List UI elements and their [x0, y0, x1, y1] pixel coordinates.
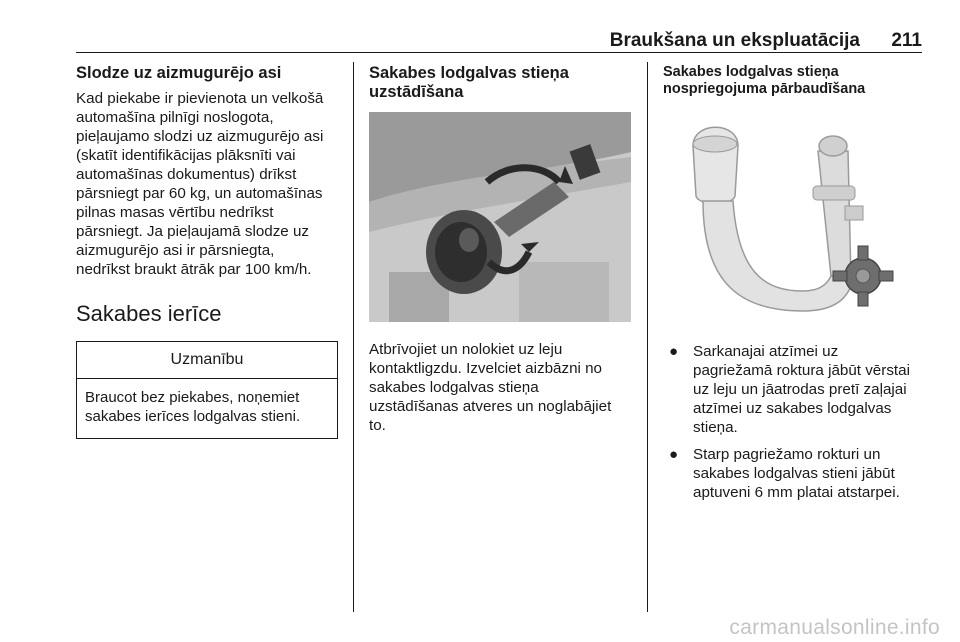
ball-bar-install-text: Atbrīvojiet un nolokiet uz leju kontaktligzdu. Izvelciet aizbāzni no sakabes lodgalvas stieņa uzstādīšanas atveres un noglabājiet to. [369, 341, 612, 434]
towing-device-section-title: Sakabes ierīce [76, 301, 222, 326]
tension-check-list [663, 342, 925, 502]
watermark: carmanualsonline.info [729, 616, 940, 639]
bullet-icon: ● [669, 343, 679, 360]
ball-bar-illustration [663, 106, 925, 328]
column-2 [369, 64, 631, 435]
column-divider-right [647, 62, 648, 612]
column-3 [663, 64, 925, 510]
list-item: ● Sarkanajai atzīmei uz pagriežamā roktura jābūt vērstai uz leju un jāatrodas pretī zaļajai atzīmei uz sakabes lodgalvas stieņa. [669, 343, 910, 436]
rear-axle-load-text: Kad piekabe ir pievienota un velkošā automašīna pilnīgi noslogota, pieļaujamo slodzi uz aizmugurējo asi (skatīt identifikācijas plāksnīti vai automašīnas dokumentus) drīkst pārsniegt par 60 kg, un automašīnas pilnas masas vērtību nedrīkst pārsniegt. Ja pieļaujamā slodze uz aizmugurējo asi ir pārsniegta, nedrīkst braukt ātrāk par 100 km/h. [76, 90, 324, 278]
rear-axle-load-heading: Slodze uz aizmugurējo asi [76, 64, 282, 82]
tension-check-heading: Sakabes lodgalvas stieņa nospriegojuma pārbaudīšana [663, 64, 866, 97]
warning-title: Uzmanību [77, 342, 337, 379]
warning-text: Braucot bez piekabes, noņemiet sakabes ierīces lodgalvas stieni. [85, 389, 301, 425]
bullet-icon: ● [669, 446, 679, 463]
column-divider-left [353, 62, 354, 612]
warning-box [76, 341, 338, 439]
ball-bar-install-heading: Sakabes lodgalvas stieņa uzstādīšana [369, 64, 569, 101]
socket-photo-image [369, 112, 631, 322]
header-title: Braukšana un ekspluatācija [609, 30, 860, 51]
header-rule [76, 52, 922, 53]
page-number: 211 [891, 30, 922, 51]
column-1 [76, 64, 338, 439]
list-item: ● Starp pagriežamo rokturi un sakabes lodgalvas stieni jābūt aptuveni 6 mm platai atstarpei. [669, 446, 900, 501]
